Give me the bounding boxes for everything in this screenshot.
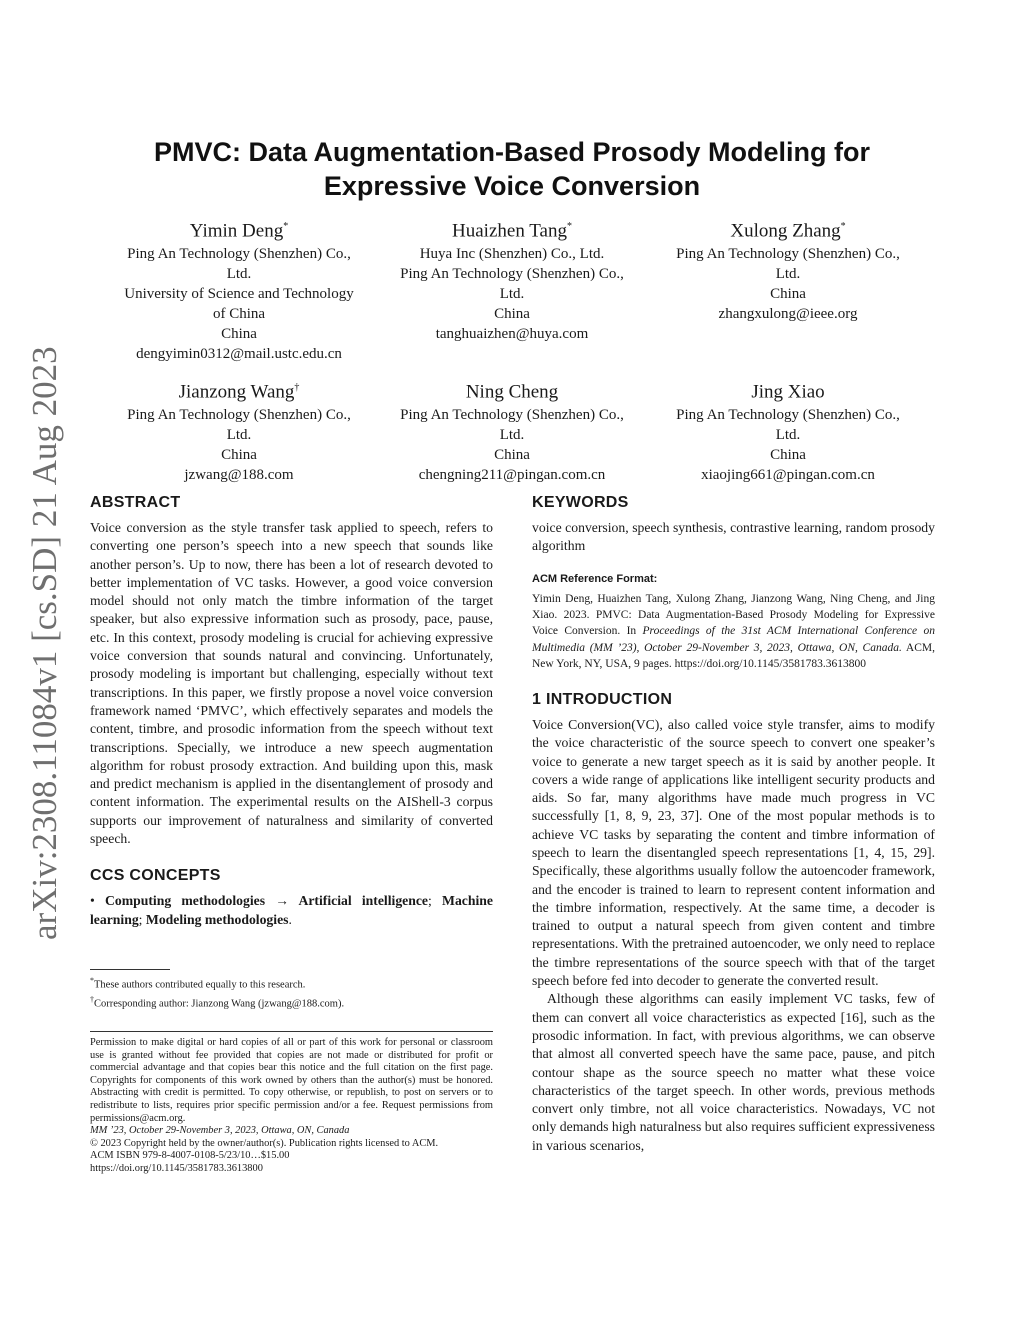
author-name: Yimin Deng	[189, 220, 284, 242]
footnote-2	[90, 993, 493, 1012]
author-mark: *	[283, 221, 289, 232]
permission-block	[90, 1031, 493, 1176]
abstract-text: Voice conversion as the style transfer task applied to speech, refers to converting one person’s speech into a new speech that sounds like another person’s. Up to now, there has been a lot of research devoted to better implementation of VC tasks. However, a good voice conversion model should not only match the timbre information of the target speaker, but also expressive information such as prosody, pace, pause, etc. In this context, prosody modeling is crucial for achieving expressive voice conversion that sounds natural and convincing. Unfortunately, prosody modeling is important but challenging, especially without text transcriptions. In this paper, we firstly propose a novel voice conversion framework named ‘PMVC’, which effectively separates and models the content, timbre, and prosodic information from the speech without text transcriptions. Specially, we introduce a new speech augmentation algorithm for robust prosody extraction. And building upon this, mask and predict mechanism is applied in the disentanglement of prosody and content information. The experimental results on the AIShell-3 corpus supports our improvement of naturalness and similarity of converted speech.	[90, 520, 493, 847]
affiliation-line: Ltd.	[775, 266, 801, 283]
author-block	[108, 215, 370, 364]
author-name: Jianzong Wang	[178, 381, 295, 403]
venue-line: MM ’23, October 29-November 3, 2023, Ottawa, ON, Canada	[90, 1125, 350, 1137]
footnote-mark: *	[90, 976, 94, 985]
ccs-separator: ;	[138, 911, 146, 927]
author-block	[381, 376, 643, 485]
intro-paragraph-1: Voice Conversion(VC), also called voice style transfer, aims to modify the voice characteristic of the source speech to convert one speaker’s voice to generate a new target speech as it is said by another people. It covers a wide range of applications like intelligent security products and aids. So far, many algorithms have made much progress in VC successfully [1, 8, 9, 23, 37]. One of the most popular methods is to achieve VC tasks by separating the content and timbre information of speech to learn the disentangled speech representations [1, 4, 15, 29]. Specifically, these algorithms usually follow the autoencoder framework, and the encoder is trained to learn to represent content information and the timbre information, respectively. At the same time, a decoder is trained to output a natural speech from given content and timbre representations. With the pretrained autoencoder, we only need to replace the timbre representations of the source speech with that of the target speech before fed into decoder to generate the converted result.	[532, 716, 935, 989]
affiliation-line: of China	[212, 306, 266, 323]
author-mark: *	[566, 221, 572, 232]
affiliation-line: China	[770, 447, 806, 464]
permission-text: Permission to make digital or hard copies of all or part of this work for personal or classroom use is granted without fee provided that copies are not made or distributed for profit or commercial advantage and that copies bear this notice and the full citation on the first page. Copyrights for components of this work owned by others than the author(s) must be honored. Abstracting with credit is permitted. To copy otherwise, or republish, to post on servers or to redistribute to lists, requires prior specific permission and/or a fee. Request permissions from permissions@acm.org.	[90, 1037, 493, 1124]
acm-ref-heading: ACM Reference Format:	[532, 572, 658, 585]
author-email: dengyimin0312@mail.ustc.edu.cn	[136, 346, 342, 363]
footnotes	[90, 969, 493, 1011]
author-block	[381, 215, 643, 344]
footnote-mark: †	[90, 994, 94, 1004]
author-email: zhangxulong@ieee.org	[718, 306, 858, 323]
affiliation-line: Huya Inc (Shenzhen) Co., Ltd.	[419, 246, 605, 263]
abstract-heading: ABSTRACT	[90, 494, 181, 511]
author-block	[657, 376, 919, 485]
author-email: chengning211@pingan.com.cn	[418, 467, 606, 484]
isbn-line: ACM ISBN 979-8-4007-0108-5/23/10…$15.00	[90, 1150, 290, 1162]
right-column	[532, 493, 935, 1155]
author-name: Jing Xiao	[751, 381, 825, 403]
keywords-text: voice conversion, speech synthesis, contrastive learning, random prosody algorithm	[532, 520, 935, 554]
affiliation-line: Ping An Technology (Shenzhen) Co.,	[127, 407, 351, 424]
title-line-2: Expressive Voice Conversion	[323, 171, 701, 201]
author-email: tanghuaizhen@huya.com	[435, 326, 589, 343]
ccs-term: Machine learning	[90, 893, 493, 927]
ccs-separator: ;	[428, 893, 443, 909]
footnote-1	[90, 974, 493, 993]
acm-ref-proceedings: Proceedings of the 31st ACM International Conference on Multimedia (MM ’23), October 29-November 3, 2023, Ottawa, ON, Canada.	[532, 625, 935, 654]
copyright-line: © 2023 Copyright held by the owner/author(s). Publication rights licensed to ACM.	[90, 1137, 439, 1149]
affiliation-line: China	[494, 306, 530, 323]
affiliation-line: Ltd.	[499, 427, 525, 444]
footnote-rule	[90, 969, 170, 970]
author-name: Huaizhen Tang	[452, 220, 567, 242]
author-block	[108, 376, 370, 485]
affiliation-line: Ltd.	[226, 266, 252, 283]
affiliation-line: Ltd.	[775, 427, 801, 444]
affiliation-line: Ping An Technology (Shenzhen) Co.,	[400, 266, 624, 283]
ccs-heading: CCS CONCEPTS	[90, 867, 221, 885]
acm-ref-pre: Yimin Deng, Huaizhen Tang, Xulong Zhang, Jianzong Wang, Ning Cheng, and Jing Xiao. 2023. PMVC: Data Augmentation-Based Prosody Modeling for Expressive Voice Conversion. In	[532, 592, 935, 638]
author-email: jzwang@188.com	[184, 467, 294, 484]
footnote-text: These authors contributed equally to this research.	[94, 979, 306, 991]
doi-link[interactable]: https://doi.org/10.1145/3581783.3613800	[90, 1162, 263, 1174]
acm-reference	[532, 570, 935, 672]
author-name: Xulong Zhang	[730, 220, 841, 242]
affiliation-line: Ping An Technology (Shenzhen) Co.,	[676, 246, 900, 263]
ccs-term: Computing methodologies	[105, 893, 266, 909]
ccs-arrow: →	[265, 893, 299, 909]
affiliation-line: Ping An Technology (Shenzhen) Co.,	[400, 407, 624, 424]
affiliation-line: University of Science and Technology	[124, 286, 354, 303]
intro-paragraph-2: Although these algorithms can easily implement VC tasks, few of them can convert all voice characteristics as expected [16], such as the prosodic information. In fact, with previous algorithms, we can observe that almost all converted speech have the same pace, pause, and pitch contour shape as the source speech no matter what these voice characteristics of the target speech. In other words, previous methods convert only timbre, not all voice characteristics. Nowadays, VC not only demands high naturalness but also requires sufficient expressiveness in various scenarios,	[532, 991, 935, 1153]
arxiv-stamp: arXiv:2308.11084v1 [cs.SD] 21 Aug 2023	[25, 346, 64, 940]
ccs-end: .	[288, 911, 292, 927]
affiliation-line: China	[221, 447, 257, 464]
intro-heading: 1 INTRODUCTION	[532, 690, 673, 708]
author-email: xiaojing661@pingan.com.cn	[701, 467, 875, 484]
affiliation-line: China	[770, 286, 806, 303]
affiliation-line: China	[494, 447, 530, 464]
affiliation-line: Ping An Technology (Shenzhen) Co.,	[127, 246, 351, 263]
title-line-1: PMVC: Data Augmentation-Based Prosody Modeling for	[153, 137, 871, 167]
affiliation-line: China	[221, 326, 257, 343]
left-column	[90, 493, 493, 929]
keywords-heading: KEYWORDS	[532, 494, 629, 511]
affiliation-line: Ltd.	[499, 286, 525, 303]
author-name: Ning Cheng	[465, 381, 559, 403]
ccs-term: Artificial intelligence	[298, 893, 429, 909]
author-mark: *	[840, 221, 846, 232]
affiliation-line: Ping An Technology (Shenzhen) Co.,	[676, 407, 900, 424]
paper-title	[110, 135, 914, 203]
author-block	[657, 215, 919, 324]
ccs-concepts	[90, 892, 493, 929]
author-mark: †	[294, 382, 300, 393]
ccs-term: Modeling methodologies	[145, 911, 289, 927]
footnote-text: Corresponding author: Jianzong Wang (jzwang@188.com).	[94, 998, 345, 1009]
ccs-bullet: •	[90, 893, 95, 909]
acm-ref-post: ACM, New York, NY, USA, 9 pages. https://doi.org/10.1145/3581783.3613800	[532, 641, 935, 670]
acm-ref-text	[532, 591, 935, 672]
affiliation-line: Ltd.	[226, 427, 252, 444]
